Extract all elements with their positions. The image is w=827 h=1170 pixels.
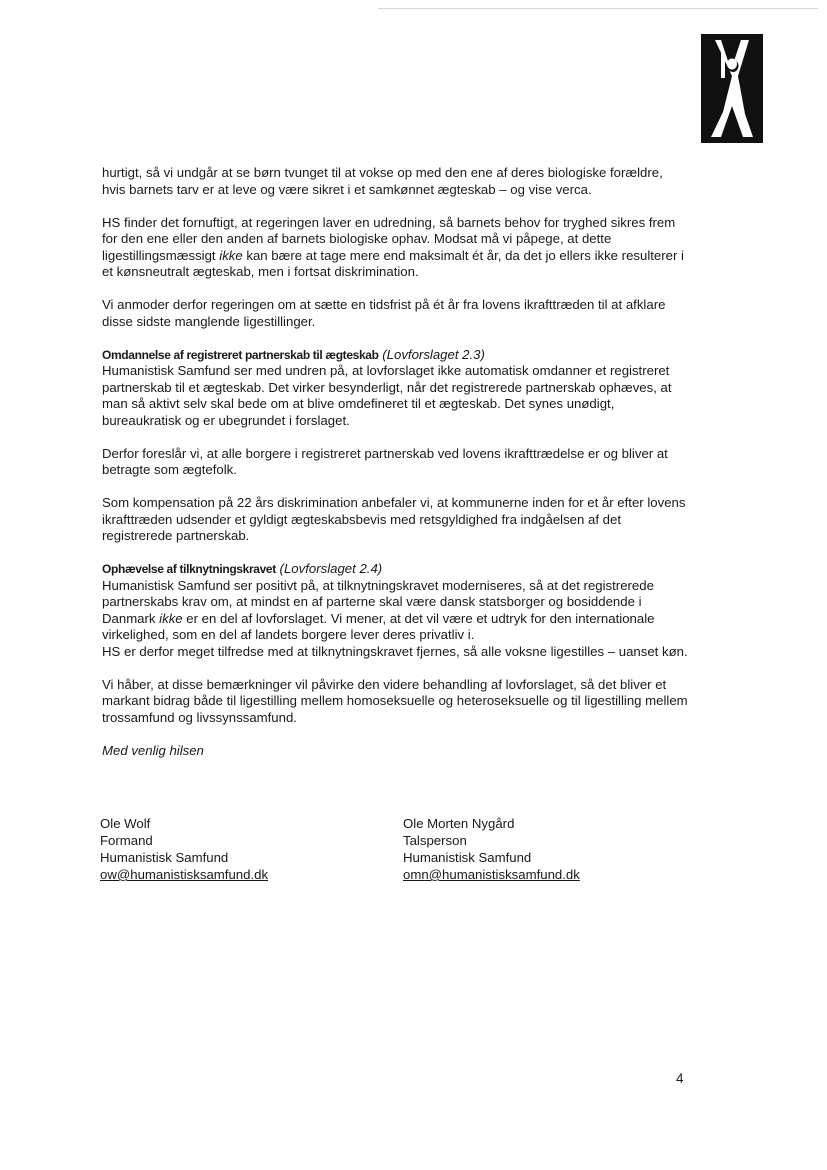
section-reference: (Lovforslaget 2.3) [378, 346, 485, 362]
signatory-title: Formand [100, 833, 153, 848]
greeting: Med venlig hilsen [102, 742, 204, 758]
signatory-left [100, 815, 268, 883]
signatory-title: Talsperson [403, 833, 467, 848]
section-heading: Ophævelse af tilknytningskravet [102, 562, 276, 576]
signatory-name: Ole Wolf [100, 816, 151, 831]
section-heading: Omdannelse af registreret partnerskab til ægteskab [102, 347, 379, 362]
signatory-right [403, 815, 580, 883]
closing-paragraph: Vi håber, at disse bemærkninger vil påvirke den videre behandling af lovforslaget, så det bliver et markant bidrag både til ligestilling mellem homoseksuelle og heteroseksuelle og til ligestilling mellem trossamfund og livssynssamfund. [102, 676, 688, 725]
continuation-paragraph: hurtigt, så vi undgår at se børn tvunget til at vokse op med den ene af deres biologiske forældre, hvis barnets tarv er at leve og være sikret i et samkønnet ægteskab – og vise verca. [102, 165, 663, 197]
paragraph-tidsfrist: Vi anmoder derfor regeringen om at sætte en tidsfrist på ét år fra lovens ikrafttræden til at afklare disse sidste manglende ligestillinger. [102, 297, 666, 329]
section-tilknytningskrav: Ophævelse af tilknytningskravet (Lovforslaget 2.4) Humanistisk Samfund ser positivt på, at tilknytningskravet moderniseres, så at det registrerede partnerskabs krav om, at mindst en af parterne skal være dansk statsborger og bosiddende i Danmark ikke er en del af lovforslaget. Vi mener, at det vil være et udtryk for den internationale virkelighed, som en del af landets borgere lever deres privatliv i. HS er derfor meget tilfredse med at tilknytningskravet fjernes, så alle voksne ligestilles – uanset køn. [102, 561, 688, 659]
email-link[interactable]: omn@humanistisksamfund.dk [403, 867, 580, 882]
humanist-logo-icon [701, 34, 763, 143]
section-omdannelse [102, 347, 688, 430]
page-number: 4 [676, 1071, 684, 1086]
paragraph-udredning: HS finder det fornuftigt, at regeringen laver en udredning, så barnets behov for tryghed sikres frem for den ene eller den anden af barnets biologiske ophav. Modsat må vi påpege, at dette ligestillingsmæssigt ikke kan bære at tage mere end maksimalt ét år, da det jo ellers ikke resulterer i et kønsneutralt ægteskab, men i fortsat diskrimination. [102, 214, 684, 279]
top-scan-line [378, 8, 818, 9]
paragraph-kompensation: Som kompensation på 22 års diskrimination anbefaler vi, at kommunerne inden for et år efter lovens ikrafttræden udsender et gyldigt ægteskabsbevis med retsgyldighed fra indgåelsen af det registrerede partnerskab. [102, 495, 686, 543]
signatory-org: Humanistisk Samfund [100, 850, 229, 865]
signatory-org: Humanistisk Samfund [403, 850, 532, 865]
section-body: Humanistisk Samfund ser med undren på, at lovforslaget ikke automatisk omdanner et registreret partnerskab til et ægteskab. Det virker besynderligt, når det registrerede partnerskab ophæves, at man så aktivt selv skal bede om at blive omdefineret til et ægteskab. Det synes unødigt, bureaukratisk og er ubegrundet i forslaget. [102, 363, 672, 428]
paragraph-foreslaar: Derfor foreslår vi, at alle borgere i registreret partnerskab ved lovens ikrafttrædelse er og bliver at betragte som ægtefolk. [102, 445, 668, 477]
letter-body [102, 165, 688, 776]
signatory-name: Ole Morten Nygård [403, 816, 515, 831]
email-link[interactable]: ow@humanistisksamfund.dk [100, 867, 269, 882]
section-reference: (Lovforslaget 2.4) [275, 561, 383, 576]
